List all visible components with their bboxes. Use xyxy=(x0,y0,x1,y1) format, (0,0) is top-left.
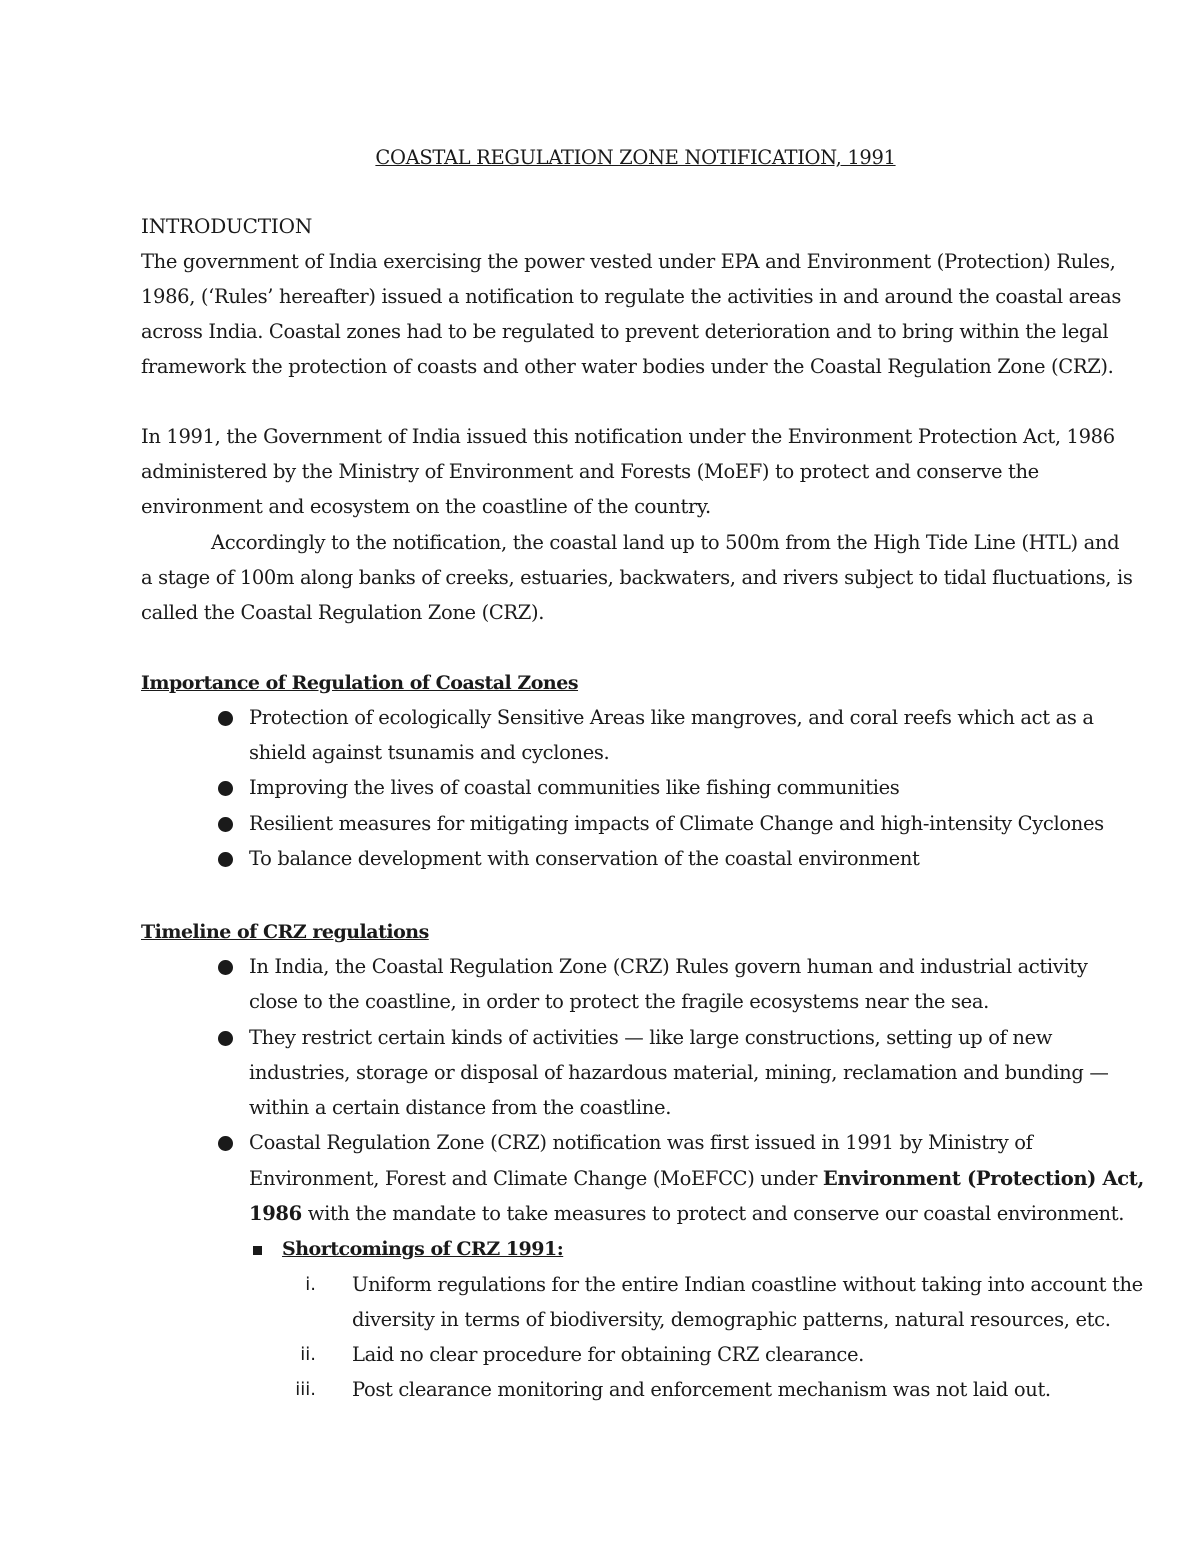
act-name-bold: Environment (Protection) Act, xyxy=(822,1167,1144,1190)
timeline-bullet-3-line-3 xyxy=(249,1202,1124,1226)
intro-heading: INTRODUCTION xyxy=(141,214,313,238)
intro-p2-line-1: In 1991, the Government of India issued this notification under the Environment Protection Act, 1986 xyxy=(141,425,1115,448)
bullet-icon xyxy=(218,852,233,867)
roman-numeral: ii. xyxy=(300,1344,316,1365)
roman-numeral: i. xyxy=(305,1274,316,1295)
importance-heading: Importance of Regulation of Coastal Zones xyxy=(141,672,579,694)
shortcoming-2: Laid no clear procedure for obtaining CRZ clearance. xyxy=(352,1343,865,1366)
bullet-icon xyxy=(218,781,233,796)
timeline-bullet-3-line-2-text: Environment, Forest and Climate Change (MoEFCC) under xyxy=(249,1167,823,1190)
intro-p2-line-3: environment and ecosystem on the coastline of the country. xyxy=(141,495,711,518)
intro-p3-line-3: called the Coastal Regulation Zone (CRZ). xyxy=(141,601,545,624)
intro-p1-line-3: across India. Coastal zones had to be regulated to prevent deterioration and to bring within the legal xyxy=(141,320,1109,343)
bullet-icon xyxy=(218,960,233,975)
timeline-bullet-3-line-1: Coastal Regulation Zone (CRZ) notification was first issued in 1991 by Ministry of xyxy=(249,1131,1033,1154)
intro-p3-line-2: a stage of 100m along banks of creeks, estuaries, backwaters, and rivers subject to tidal fluctuations, is xyxy=(141,566,1133,589)
importance-bullet-4: To balance development with conservation of the coastal environment xyxy=(249,847,920,870)
shortcoming-1-line-1: Uniform regulations for the entire Indian coastline without taking into account the xyxy=(352,1273,1143,1296)
importance-bullet-2: Improving the lives of coastal communities like fishing communities xyxy=(249,776,900,799)
timeline-bullet-3-line-2 xyxy=(249,1167,1144,1191)
square-bullet-icon xyxy=(253,1246,262,1255)
roman-numeral: iii. xyxy=(295,1379,316,1400)
act-year-bold: 1986 xyxy=(249,1202,302,1225)
timeline-heading: Timeline of CRZ regulations xyxy=(141,921,429,943)
document-title: COASTAL REGULATION ZONE NOTIFICATION, 1991 xyxy=(375,146,896,169)
timeline-bullet-2-line-3: within a certain distance from the coastline. xyxy=(249,1096,672,1119)
timeline-bullet-3-line-3-text: with the mandate to take measures to protect and conserve our coastal environment. xyxy=(301,1202,1125,1225)
bullet-icon xyxy=(218,817,233,832)
timeline-bullet-2-line-1: They restrict certain kinds of activities — like large constructions, setting up of new xyxy=(249,1026,1053,1049)
timeline-bullet-1-line-2: close to the coastline, in order to protect the fragile ecosystems near the sea. xyxy=(249,990,989,1013)
importance-bullet-1-line-1: Protection of ecologically Sensitive Areas like mangroves, and coral reefs which act as a xyxy=(249,706,1094,729)
shortcoming-3: Post clearance monitoring and enforcement mechanism was not laid out. xyxy=(352,1378,1051,1401)
shortcomings-heading: Shortcomings of CRZ 1991: xyxy=(282,1238,564,1260)
shortcoming-1-line-2: diversity in terms of biodiversity, demographic patterns, natural resources, etc. xyxy=(352,1308,1111,1331)
bullet-icon xyxy=(218,1136,233,1151)
bullet-icon xyxy=(218,711,233,726)
importance-bullet-1-line-2: shield against tsunamis and cyclones. xyxy=(249,741,610,764)
timeline-bullet-2-line-2: industries, storage or disposal of hazardous material, mining, reclamation and bunding — xyxy=(249,1061,1109,1084)
timeline-bullet-1-line-1: In India, the Coastal Regulation Zone (CRZ) Rules govern human and industrial activity xyxy=(249,955,1088,978)
intro-p1-line-4: framework the protection of coasts and other water bodies under the Coastal Regulation Zone (CRZ). xyxy=(141,355,1114,378)
importance-bullet-3: Resilient measures for mitigating impacts of Climate Change and high-intensity Cyclones xyxy=(249,812,1104,835)
intro-p1-line-2: 1986, (‘Rules’ hereafter) issued a notification to regulate the activities in and around the coastal areas xyxy=(141,285,1121,308)
intro-p1-line-1: The government of India exercising the power vested under EPA and Environment (Protection) Rules, xyxy=(141,250,1116,273)
intro-p2-line-2: administered by the Ministry of Environment and Forests (MoEF) to protect and conserve the xyxy=(141,460,1039,483)
bullet-icon xyxy=(218,1031,233,1046)
intro-p3-line-1: Accordingly to the notification, the coastal land up to 500m from the High Tide Line (HTL) and xyxy=(211,531,1120,554)
